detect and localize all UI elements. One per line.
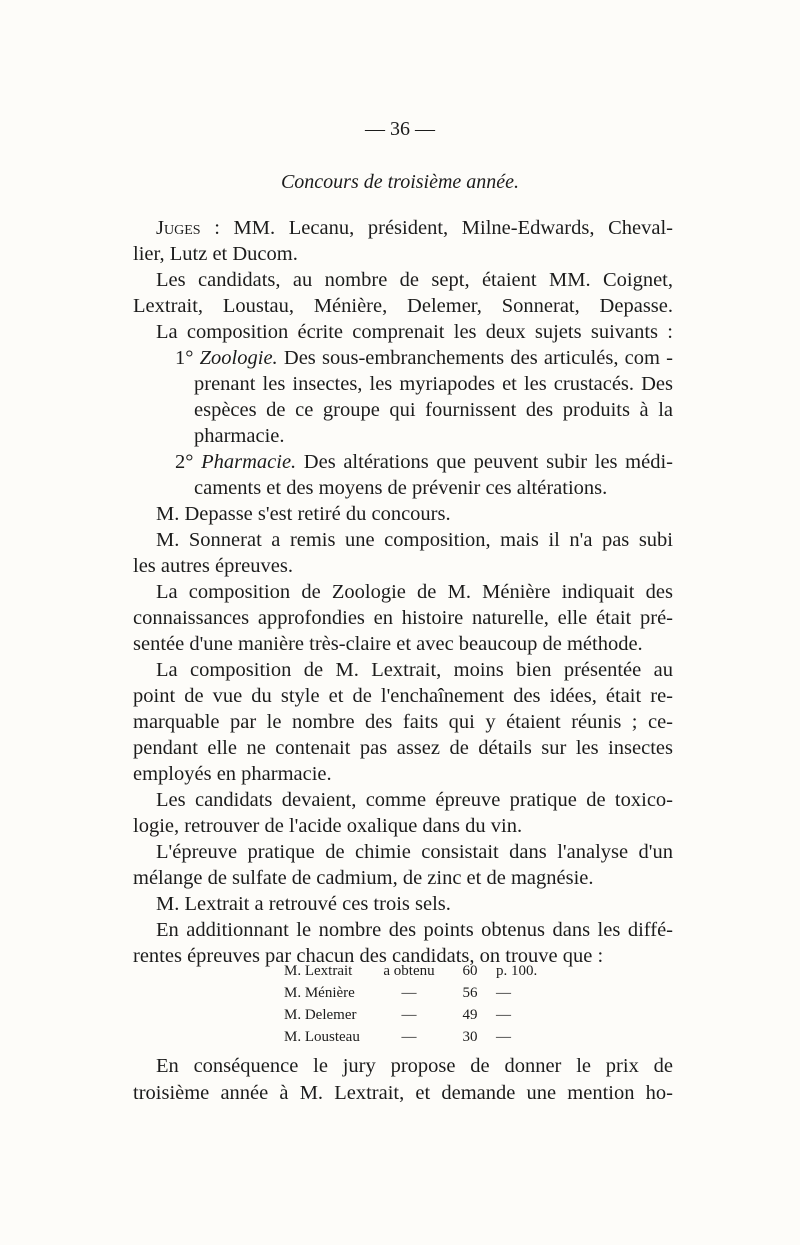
table-row xyxy=(284,1004,537,1026)
text-line: En conséquence le jury propose de donner le prix de xyxy=(156,1055,673,1077)
subject-title: Zoologie. xyxy=(199,347,278,369)
result-unit: — xyxy=(496,1007,511,1023)
subject-1-line xyxy=(175,345,673,371)
text-line: point de vue du style et de l'enchaînement des idées, était re- xyxy=(133,685,673,707)
result-points: 56 xyxy=(462,985,478,1001)
subject-text: Des sous-embranchements des articulés, com - xyxy=(277,347,673,369)
text-line: espèces de ce groupe qui fournissent des produits à la xyxy=(194,399,673,421)
text-line: pharmacie. xyxy=(194,425,285,447)
text-line: connaissances approfondies en histoire naturelle, elle était pré- xyxy=(133,607,673,629)
candidate-name: M. Lousteau xyxy=(284,1029,360,1045)
text-line: La composition de Zoologie de M. Ménière indiquait des xyxy=(156,581,673,603)
table-row xyxy=(284,960,537,982)
result-verb: — xyxy=(401,1007,417,1023)
candidate-name: M. Ménière xyxy=(284,985,355,1001)
jury-label: Juges xyxy=(156,217,201,239)
result-verb: a obtenu xyxy=(383,963,435,979)
result-verb: — xyxy=(401,1029,417,1045)
text-line: marquable par le nombre des faits qui y étaient réunis ; ce- xyxy=(133,711,673,733)
text-line: Les candidats, au nombre de sept, étaient MM. Coignet, xyxy=(156,269,673,291)
candidate-name: M. Delemer xyxy=(284,1007,357,1023)
text-line: M. Lextrait a retrouvé ces trois sels. xyxy=(156,893,451,915)
page-number: — 36 — xyxy=(365,118,435,140)
jury-text: : MM. Lecanu, président, Milne-Edwards, Cheval- xyxy=(200,217,673,239)
table-row xyxy=(284,1026,537,1048)
text-line: lier, Lutz et Ducom. xyxy=(133,243,298,265)
text-line: M. Depasse s'est retiré du concours. xyxy=(156,503,451,525)
subject-title: Pharmacie. xyxy=(201,451,297,473)
results-table xyxy=(284,960,537,1048)
section-heading: Concours de troisième année. xyxy=(280,171,520,193)
text-line: rentes épreuves par chacun des candidats, on trouve que : xyxy=(133,945,604,967)
text-line: pendant elle ne contenait pas assez de détails sur les insectes xyxy=(133,737,673,759)
text-line: La composition de M. Lextrait, moins bien présentée au xyxy=(156,659,673,681)
jury-line xyxy=(156,215,673,241)
result-points: 30 xyxy=(462,1029,478,1045)
result-unit: — xyxy=(496,985,511,1001)
subject-number: 2° xyxy=(175,451,202,473)
result-verb: — xyxy=(401,985,417,1001)
text-line: employés en pharmacie. xyxy=(133,763,332,785)
text-line: La composition écrite comprenait les deux sujets suivants : xyxy=(156,321,673,343)
text-line: Lextrait, Loustau, Ménière, Delemer, Sonnerat, Depasse. xyxy=(133,295,673,317)
subject-text: Des altérations que peuvent subir les médi- xyxy=(296,451,673,473)
result-unit: p. 100. xyxy=(496,963,538,979)
candidate-name: M. Lextrait xyxy=(284,963,353,979)
table-row xyxy=(284,982,537,1004)
result-points: 60 xyxy=(462,963,478,979)
text-line: Les candidats devaient, comme épreuve pratique de toxico- xyxy=(156,789,673,811)
text-line: troisième année à M. Lextrait, et demande une mention ho- xyxy=(133,1082,673,1104)
text-line: M. Sonnerat a remis une composition, mais il n'a pas subi xyxy=(156,529,673,551)
result-unit: — xyxy=(496,1029,511,1045)
text-line: sentée d'une manière très-claire et avec beaucoup de méthode. xyxy=(133,633,643,655)
subject-2-line xyxy=(175,449,673,475)
text-line: logie, retrouver de l'acide oxalique dans du vin. xyxy=(133,815,523,837)
text-line: les autres épreuves. xyxy=(133,555,293,577)
text-line: L'épreuve pratique de chimie consistait dans l'analyse d'un xyxy=(156,841,673,863)
text-line: mélange de sulfate de cadmium, de zinc et de magnésie. xyxy=(133,867,594,889)
text-line: caments et des moyens de prévenir ces altérations. xyxy=(194,477,608,499)
text-line: prenant les insectes, les myriapodes et les crustacés. Des xyxy=(194,373,673,395)
text-line: En additionnant le nombre des points obtenus dans les diffé- xyxy=(156,919,673,941)
result-points: 49 xyxy=(462,1007,478,1023)
subject-number: 1° xyxy=(175,347,200,369)
